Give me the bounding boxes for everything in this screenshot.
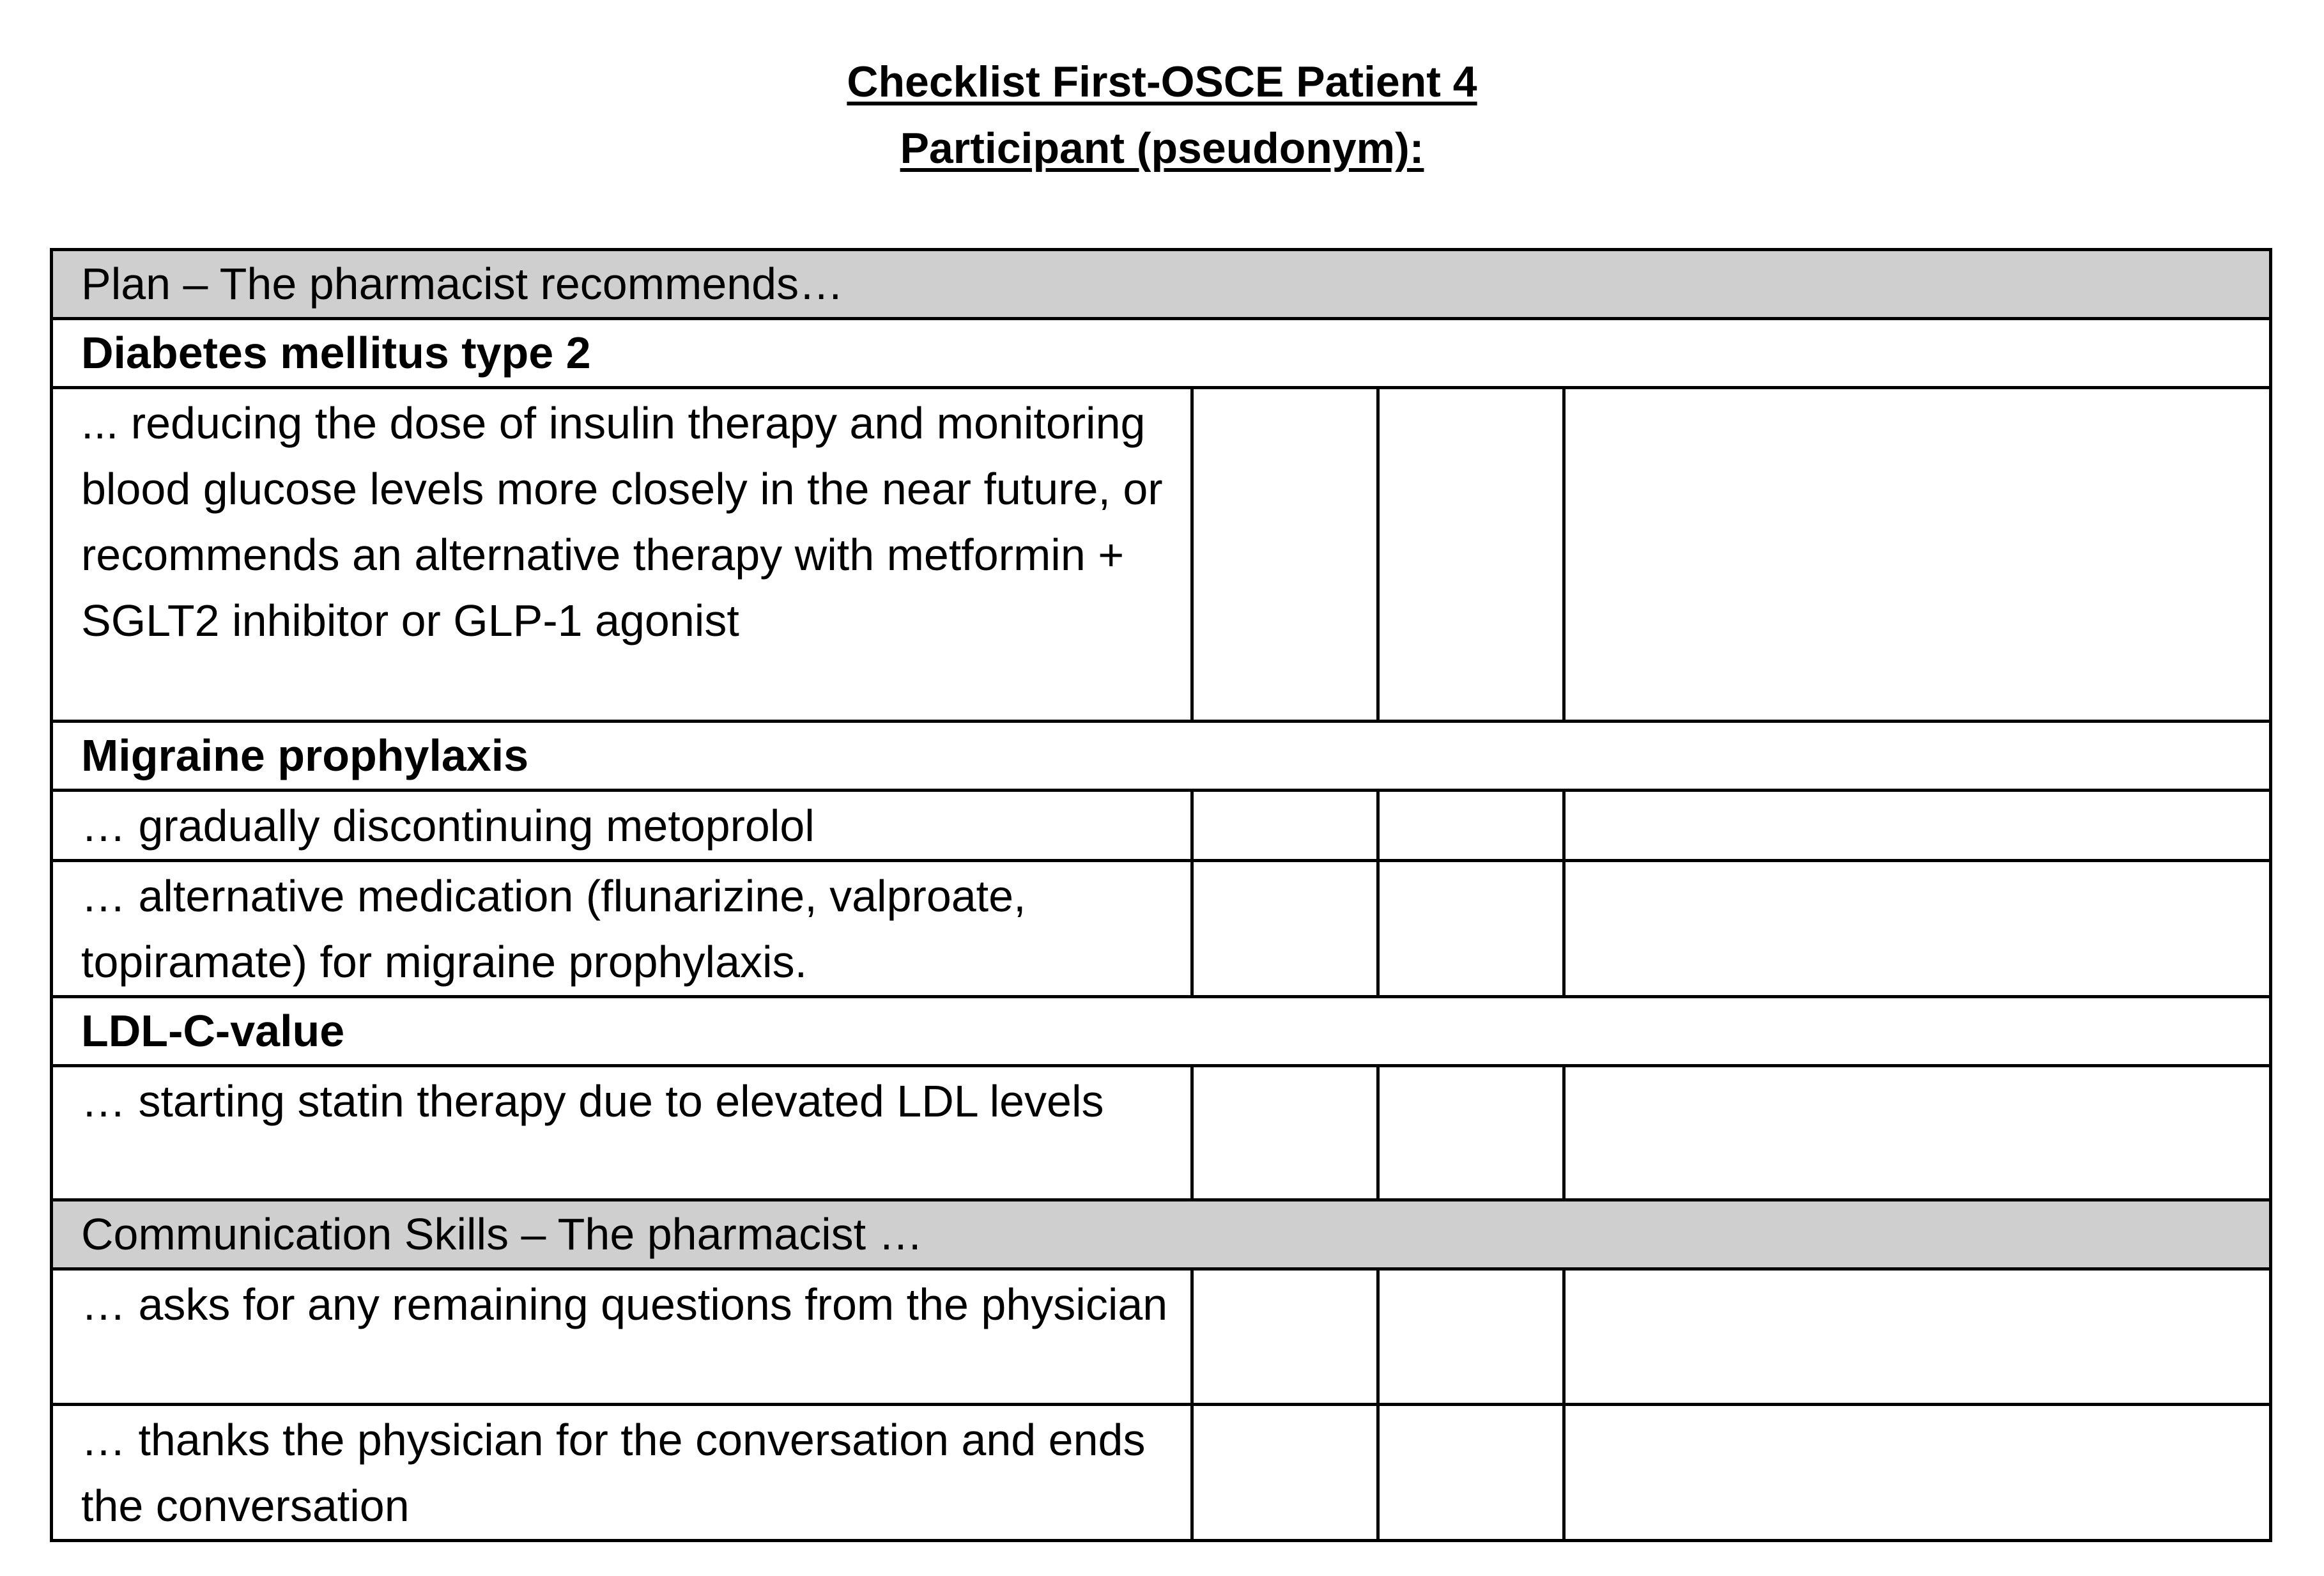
table-row xyxy=(52,1269,2271,1405)
subheading-title: Diabetes mellitus type 2 xyxy=(52,319,2271,388)
comment-cell[interactable] xyxy=(1564,1066,2271,1200)
subheading-migraine xyxy=(52,722,2271,791)
comment-cell[interactable] xyxy=(1564,388,2271,722)
section-header-communication xyxy=(52,1200,2271,1269)
comment-cell[interactable] xyxy=(1564,861,2271,997)
table-row xyxy=(52,1405,2271,1541)
score-cell-2[interactable] xyxy=(1378,791,1564,861)
table-row xyxy=(52,791,2271,861)
comment-cell[interactable] xyxy=(1564,791,2271,861)
score-cell-1[interactable] xyxy=(1192,388,1378,722)
participant-label: Participant (pseudonym): xyxy=(900,124,1424,173)
section-title: Communication Skills – The pharmacist … xyxy=(52,1200,2271,1269)
document-title: Checklist First-OSCE Patient 4 xyxy=(847,58,1477,106)
score-cell-2[interactable] xyxy=(1378,388,1564,722)
score-cell-1[interactable] xyxy=(1192,791,1378,861)
score-cell-2[interactable] xyxy=(1378,1405,1564,1541)
score-cell-2[interactable] xyxy=(1378,1269,1564,1405)
score-cell-1[interactable] xyxy=(1192,1066,1378,1200)
subheading-diabetes xyxy=(52,319,2271,388)
criterion-text: ... reducing the dose of insulin therapy and monitoring blood glucose levels more closely in the near future, or recommends an alternative therapy with metformin + SGLT2 inhibitor or GLP-1 agonist xyxy=(52,388,1192,722)
checklist-table xyxy=(50,248,2272,1542)
table-row xyxy=(52,388,2271,722)
score-cell-1[interactable] xyxy=(1192,1269,1378,1405)
subheading-title: LDL-C-value xyxy=(52,997,2271,1066)
criterion-text: … gradually discontinuing metoprolol xyxy=(52,791,1192,861)
score-cell-1[interactable] xyxy=(1192,861,1378,997)
comment-cell[interactable] xyxy=(1564,1405,2271,1541)
table-row xyxy=(52,1066,2271,1200)
subheading-ldl xyxy=(52,997,2271,1066)
document-header xyxy=(0,50,2324,183)
criterion-text: … asks for any remaining questions from the physician xyxy=(52,1269,1192,1405)
section-title: Plan – The pharmacist recommends… xyxy=(52,250,2271,319)
criterion-text: … starting statin therapy due to elevated LDL levels xyxy=(52,1066,1192,1200)
criterion-text: … alternative medication (flunarizine, valproate, topiramate) for migraine prophylaxis. xyxy=(52,861,1192,997)
comment-cell[interactable] xyxy=(1564,1269,2271,1405)
section-header-plan xyxy=(52,250,2271,319)
score-cell-2[interactable] xyxy=(1378,861,1564,997)
table-row xyxy=(52,861,2271,997)
criterion-text: … thanks the physician for the conversation and ends the conversation xyxy=(52,1405,1192,1541)
score-cell-1[interactable] xyxy=(1192,1405,1378,1541)
subheading-title: Migraine prophylaxis xyxy=(52,722,2271,791)
score-cell-2[interactable] xyxy=(1378,1066,1564,1200)
